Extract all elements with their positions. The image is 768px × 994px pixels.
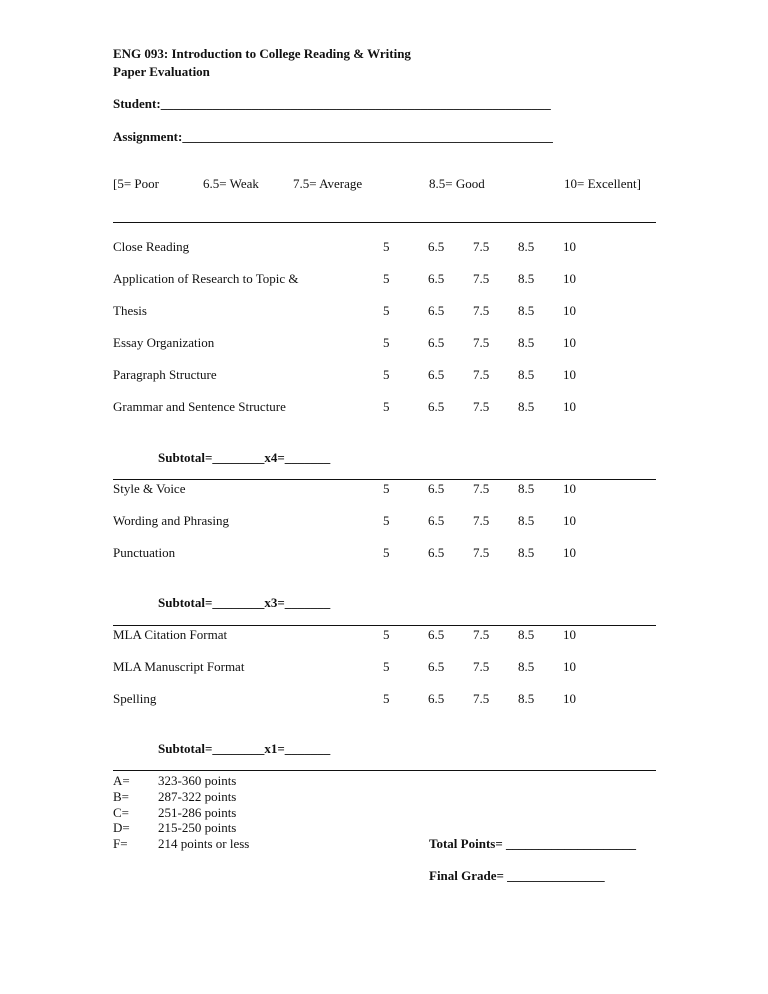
divider — [113, 479, 656, 480]
score-option[interactable]: 8.5 — [518, 271, 535, 286]
score-option[interactable]: 6.5 — [428, 367, 445, 382]
score-option[interactable]: 5 — [383, 271, 390, 286]
score-option[interactable]: 10 — [563, 691, 576, 706]
criterion-label: Style & Voice — [113, 481, 186, 496]
score-option[interactable]: 7.5 — [473, 481, 490, 496]
subtotal-x4[interactable]: Subtotal=________x4=_______ — [158, 450, 331, 465]
student-field[interactable] — [113, 96, 551, 112]
criterion-row — [113, 627, 673, 643]
score-option[interactable]: 7.5 — [473, 399, 490, 414]
score-option[interactable]: 7.5 — [473, 659, 490, 674]
grade-range: 215-250 points — [158, 820, 237, 836]
student-label: Student: — [113, 96, 161, 111]
legend-good: 8.5= Good — [429, 176, 485, 191]
grade-letter: F= — [113, 836, 128, 852]
assignment-label: Assignment: — [113, 129, 183, 144]
grade-range: 251-286 points — [158, 804, 237, 820]
score-option[interactable]: 6.5 — [428, 271, 445, 286]
score-option[interactable]: 6.5 — [428, 691, 445, 706]
assignment-field[interactable] — [113, 129, 553, 145]
score-option[interactable]: 10 — [563, 367, 576, 382]
criterion-row — [113, 271, 673, 287]
criterion-label: MLA Citation Format — [113, 627, 228, 642]
divider — [113, 625, 656, 626]
grade-letter: B= — [113, 788, 130, 804]
criterion-row — [113, 513, 673, 529]
criterion-label: Thesis — [113, 303, 147, 318]
score-option[interactable]: 6.5 — [428, 659, 445, 674]
score-option[interactable]: 10 — [563, 303, 576, 318]
score-option[interactable]: 8.5 — [518, 659, 535, 674]
assignment-blank-line[interactable]: _________________________________________________________ — [182, 129, 553, 144]
score-option[interactable]: 6.5 — [428, 303, 445, 318]
criterion-row — [113, 303, 673, 319]
criterion-label: Punctuation — [113, 545, 176, 560]
score-option[interactable]: 6.5 — [428, 627, 445, 642]
score-option[interactable]: 7.5 — [473, 691, 490, 706]
grade-range: 214 points or less — [158, 836, 250, 852]
score-option[interactable]: 10 — [563, 399, 576, 414]
score-option[interactable]: 5 — [383, 659, 390, 674]
subtotal-x3[interactable]: Subtotal=________x3=_______ — [158, 595, 331, 610]
criterion-label: Close Reading — [113, 239, 190, 254]
legend-weak: 6.5= Weak — [203, 176, 259, 191]
final-grade[interactable]: Final Grade= _______________ — [429, 868, 605, 883]
score-option[interactable]: 8.5 — [518, 627, 535, 642]
legend-poor: [5= Poor — [113, 176, 159, 191]
criterion-label: Essay Organization — [113, 335, 215, 350]
score-option[interactable]: 10 — [563, 481, 576, 496]
grade-letter: A= — [113, 773, 130, 788]
score-option[interactable]: 7.5 — [473, 513, 490, 528]
criterion-row — [113, 399, 673, 415]
score-option[interactable]: 10 — [563, 239, 576, 254]
score-option[interactable]: 8.5 — [518, 399, 535, 414]
grade-letter: D= — [113, 820, 130, 836]
grade-range: 323-360 points — [158, 773, 237, 788]
score-option[interactable]: 10 — [563, 545, 576, 560]
score-option[interactable]: 7.5 — [473, 239, 490, 254]
course-title: ENG 093: Introduction to College Reading & Writing — [113, 46, 411, 61]
score-option[interactable]: 5 — [383, 335, 390, 350]
criterion-label: Paragraph Structure — [113, 367, 217, 382]
score-option[interactable]: 6.5 — [428, 399, 445, 414]
score-option[interactable]: 6.5 — [428, 481, 445, 496]
criterion-row — [113, 335, 673, 351]
score-option[interactable]: 7.5 — [473, 627, 490, 642]
grade-range: 287-322 points — [158, 788, 237, 804]
score-option[interactable]: 5 — [383, 481, 390, 496]
score-option[interactable]: 8.5 — [518, 367, 535, 382]
criterion-label: Application of Research to Topic & — [113, 271, 299, 286]
score-option[interactable]: 5 — [383, 303, 390, 318]
score-option[interactable]: 10 — [563, 335, 576, 350]
score-option[interactable]: 5 — [383, 239, 390, 254]
score-option[interactable]: 6.5 — [428, 545, 445, 560]
score-option[interactable]: 8.5 — [518, 335, 535, 350]
criterion-row — [113, 367, 673, 383]
score-option[interactable]: 7.5 — [473, 545, 490, 560]
legend-average: 7.5= Average — [293, 176, 363, 191]
score-option[interactable]: 10 — [563, 513, 576, 528]
score-option[interactable]: 5 — [383, 691, 390, 706]
score-option[interactable]: 5 — [383, 513, 390, 528]
criterion-row — [113, 239, 673, 255]
score-option[interactable]: 10 — [563, 627, 576, 642]
criterion-label: Grammar and Sentence Structure — [113, 399, 286, 414]
score-option[interactable]: 7.5 — [473, 271, 490, 286]
criterion-row — [113, 691, 673, 707]
score-option[interactable]: 5 — [383, 627, 390, 642]
score-option[interactable]: 7.5 — [473, 367, 490, 382]
score-option[interactable]: 6.5 — [428, 335, 445, 350]
page-subtitle: Paper Evaluation — [113, 64, 210, 79]
score-option[interactable]: 7.5 — [473, 303, 490, 318]
score-option[interactable]: 5 — [383, 367, 390, 382]
score-option[interactable]: 5 — [383, 399, 390, 414]
score-option[interactable]: 6.5 — [428, 239, 445, 254]
divider — [113, 770, 656, 771]
score-option[interactable]: 6.5 — [428, 513, 445, 528]
score-option[interactable]: 10 — [563, 659, 576, 674]
criterion-row — [113, 545, 673, 561]
legend-excellent: 10= Excellent] — [564, 176, 641, 191]
score-option[interactable]: 8.5 — [518, 481, 535, 496]
subtotal-x1[interactable]: Subtotal=________x1=_______ — [158, 741, 331, 756]
criterion-row — [113, 481, 673, 497]
divider — [113, 222, 656, 223]
criterion-row — [113, 659, 673, 675]
score-option[interactable]: 8.5 — [518, 239, 535, 254]
criterion-label: Spelling — [113, 691, 157, 706]
score-option[interactable]: 8.5 — [518, 513, 535, 528]
score-option[interactable]: 7.5 — [473, 335, 490, 350]
score-option[interactable]: 8.5 — [518, 303, 535, 318]
score-option[interactable]: 8.5 — [518, 545, 535, 560]
criterion-label: Wording and Phrasing — [113, 513, 229, 528]
grade-letter: C= — [113, 804, 130, 820]
score-option[interactable]: 5 — [383, 545, 390, 560]
total-points[interactable]: Total Points= ____________________ — [429, 836, 636, 851]
criterion-label: MLA Manuscript Format — [113, 659, 245, 674]
score-option[interactable]: 8.5 — [518, 691, 535, 706]
student-blank-line[interactable]: ____________________________________________________________ — [160, 96, 551, 111]
score-option[interactable]: 10 — [563, 271, 576, 286]
